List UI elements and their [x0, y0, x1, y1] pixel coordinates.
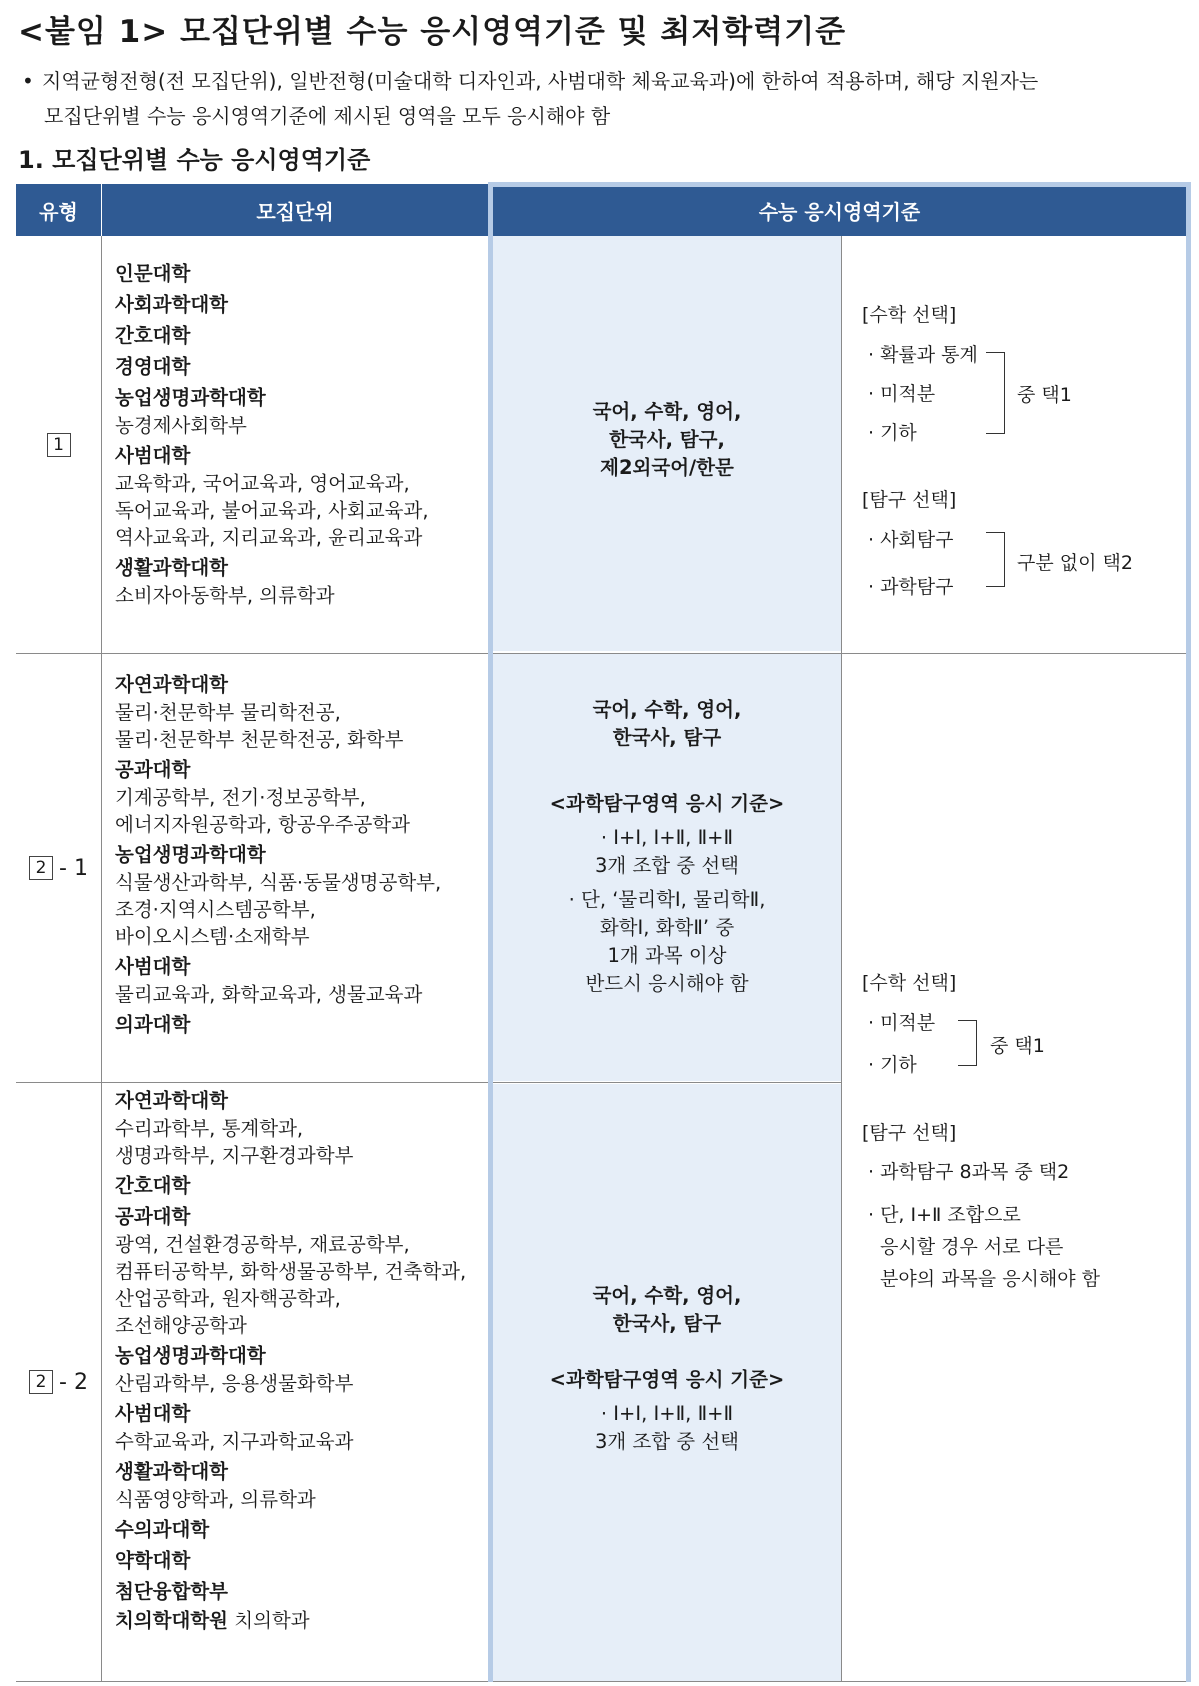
bullet-mark: • [22, 69, 34, 93]
math-option: · 미적분 [868, 1012, 936, 1034]
unit-group [115, 383, 495, 439]
header-type: 유형 [16, 184, 101, 236]
unit-group [115, 755, 495, 838]
inquiry-selection-label: [탐구 선택] [862, 489, 957, 511]
type-cell [16, 654, 101, 1082]
college-name: 사회과학대학 [115, 293, 229, 316]
math-option: · 기하 [868, 422, 917, 444]
criteria-line: 반드시 응시해야 함 [585, 972, 749, 995]
exam-subjects [493, 696, 841, 998]
unit-group [115, 1202, 495, 1339]
college-name: 자연과학대학 [115, 1089, 229, 1112]
table-bottom [16, 1681, 1191, 1682]
type-suffix: - 1 [59, 855, 88, 881]
notice-line: 지역균형전형(전 모집단위), 일반전형(미술대학 디자인과, 사범대학 체육교육과)에 한하여 적용하며, 해당 지원자는 [42, 69, 1039, 93]
college-name: 간호대학 [115, 1174, 191, 1197]
criteria-line: 화학Ⅰ, 화학Ⅱ’ 중 [599, 916, 735, 939]
exam-line: 국어, 수학, 영어, [592, 400, 742, 423]
math-rule: 중 택1 [990, 1035, 1045, 1057]
row-divider [16, 653, 1191, 654]
college-name: 생활과학대학 [115, 556, 229, 579]
unit-list [115, 670, 495, 1039]
exam-line: 제2외국어/한문 [600, 456, 734, 479]
unit-list [115, 259, 495, 609]
unit-group [115, 1457, 495, 1513]
column-divider [101, 236, 102, 1682]
college-name: 치의학대학원 [115, 1609, 229, 1632]
unit-group [115, 1546, 495, 1575]
inquiry-note [868, 1156, 1100, 1295]
college-name: 의과대학 [115, 1013, 191, 1036]
unit-group [115, 1515, 495, 1544]
bracket [986, 352, 1005, 434]
college-name: 약학대학 [115, 1549, 191, 1572]
criteria-line: 1개 과목 이상 [607, 944, 727, 967]
type-number-box: 2 [29, 856, 53, 880]
exam-subjects [493, 398, 841, 482]
math-option: · 확률과 통계 [868, 344, 978, 366]
college-name: 수의과대학 [115, 1518, 210, 1541]
college-name: 농업생명과학대학 [115, 1344, 266, 1367]
unit-group [115, 553, 495, 609]
department-list: 농경제사회학부 [115, 414, 247, 437]
department-list: 교육학과, 국어교육과, 영어교육과, 독어교육과, 불어교육과, 사회교육과, 역사교육과, 지리교육과, 윤리교육과 [115, 472, 429, 549]
unit-group [115, 1086, 495, 1169]
notice-line: 모집단위별 수능 응시영역기준에 제시된 영역을 모두 응시해야 함 [44, 104, 611, 128]
criteria-line: · Ⅰ+Ⅰ, Ⅰ+Ⅱ, Ⅱ+Ⅱ [600, 1402, 734, 1425]
department-list: 수학교육과, 지구과학교육과 [115, 1430, 354, 1453]
department-list: 광역, 건설환경공학부, 재료공학부, 컴퓨터공학부, 화학생물공학부, 건축학과, 산업공학과, 원자핵공학과, 조선해양공학과 [115, 1233, 467, 1337]
unit-group [115, 1606, 495, 1635]
college-name: 첨단융합학부 [115, 1580, 229, 1603]
department-list: 물리·천문학부 물리학전공, 물리·천문학부 천문학전공, 화학부 [115, 701, 404, 751]
unit-group [115, 290, 495, 319]
unit-group [115, 840, 495, 950]
college-name: 자연과학대학 [115, 673, 229, 696]
exam-subjects [493, 1282, 841, 1456]
criteria-line: 3개 조합 중 선택 [594, 854, 740, 877]
department-list: 수리과학부, 통계학과, 생명과학부, 지구환경과학부 [115, 1117, 354, 1167]
selection-rules [862, 300, 1182, 600]
math-rule: 중 택1 [1017, 384, 1072, 406]
exam-line: 한국사, 탐구, [609, 428, 725, 451]
college-name: 사범대학 [115, 444, 191, 467]
header-exam-criteria: 수능 응시영역기준 [493, 184, 1186, 236]
type-cell [16, 236, 101, 653]
column-divider [841, 236, 842, 1682]
math-selection-label: [수학 선택] [862, 972, 957, 994]
inquiry-rule: 구분 없이 택2 [1017, 552, 1133, 574]
inquiry-selection-label: [탐구 선택] [862, 1122, 957, 1144]
exam-line: 국어, 수학, 영어, [592, 698, 742, 721]
math-selection-label: [수학 선택] [862, 304, 957, 326]
type-suffix: - 2 [59, 1369, 88, 1395]
row-divider [16, 1082, 841, 1083]
college-name: 생활과학대학 [115, 1460, 229, 1483]
unit-group [115, 1341, 495, 1397]
inquiry-option: · 사회탐구 [868, 529, 954, 551]
bracket [986, 532, 1005, 587]
criteria-title: <과학탐구영역 응시 기준> [549, 792, 785, 815]
inquiry-option: · 과학탐구 [868, 576, 954, 598]
unit-group [115, 1010, 495, 1039]
college-name: 농업생명과학대학 [115, 843, 266, 866]
exam-line: 한국사, 탐구 [612, 1312, 722, 1335]
note-line: · 단, Ⅰ+Ⅱ 조합으로 [868, 1204, 1021, 1226]
unit-group [115, 321, 495, 350]
college-name: 공과대학 [115, 1205, 191, 1228]
college-name: 농업생명과학대학 [115, 386, 266, 409]
unit-group [115, 259, 495, 288]
department-list: 소비자아동학부, 의류학과 [115, 584, 335, 607]
type-number-box: 1 [47, 433, 71, 457]
selection-rules [862, 968, 1182, 1308]
note-line: 응시할 경우 서로 다른 [880, 1236, 1064, 1258]
department-list: 식물생산과학부, 식품·동물생명공학부, 조경·지역시스템공학부, 바이오시스템·소재학부 [115, 871, 442, 948]
department-list: 기계공학부, 전기·정보공학부, 에너지자원공학과, 항공우주공학과 [115, 786, 410, 836]
criteria-line: 3개 조합 중 선택 [594, 1430, 740, 1453]
college-name: 사범대학 [115, 955, 191, 978]
exam-line: 한국사, 탐구 [612, 726, 722, 749]
note-line: · 과학탐구 8과목 중 택2 [868, 1161, 1070, 1183]
unit-list [115, 1086, 495, 1635]
department-list: 식품영양학과, 의류학과 [115, 1488, 316, 1511]
department-list: 산림과학부, 응용생물화학부 [115, 1372, 354, 1395]
note-line: 분야의 과목을 응시해야 함 [880, 1268, 1101, 1290]
type-cell [16, 1083, 101, 1681]
criteria-line: · Ⅰ+Ⅰ, Ⅰ+Ⅱ, Ⅱ+Ⅱ [600, 826, 734, 849]
college-name: 경영대학 [115, 355, 191, 378]
college-name: 간호대학 [115, 324, 191, 347]
bracket [958, 1020, 977, 1066]
unit-group [115, 441, 495, 551]
unit-group [115, 670, 495, 753]
department-list: 물리교육과, 화학교육과, 생물교육과 [115, 983, 423, 1006]
page-title: <붙임 1> 모집단위별 수능 응시영역기준 및 최저학력기준 [18, 14, 847, 50]
math-option: · 미적분 [868, 383, 936, 405]
unit-group [115, 952, 495, 1008]
college-name: 공과대학 [115, 758, 191, 781]
college-name: 인문대학 [115, 262, 191, 285]
header-units: 모집단위 [102, 184, 488, 236]
department-list: 치의학과 [234, 1609, 310, 1632]
exam-line: 국어, 수학, 영어, [592, 1284, 742, 1307]
section-title: 1. 모집단위별 수능 응시영역기준 [18, 146, 371, 174]
unit-group [115, 352, 495, 381]
type-number-box: 2 [29, 1370, 53, 1394]
criteria-line: · 단, ‘물리학Ⅰ, 물리학Ⅱ, [568, 888, 766, 911]
unit-group [115, 1399, 495, 1455]
criteria-title: <과학탐구영역 응시 기준> [549, 1368, 785, 1391]
unit-group [115, 1171, 495, 1200]
unit-group [115, 1577, 495, 1606]
math-option: · 기하 [868, 1054, 917, 1076]
college-name: 사범대학 [115, 1402, 191, 1425]
